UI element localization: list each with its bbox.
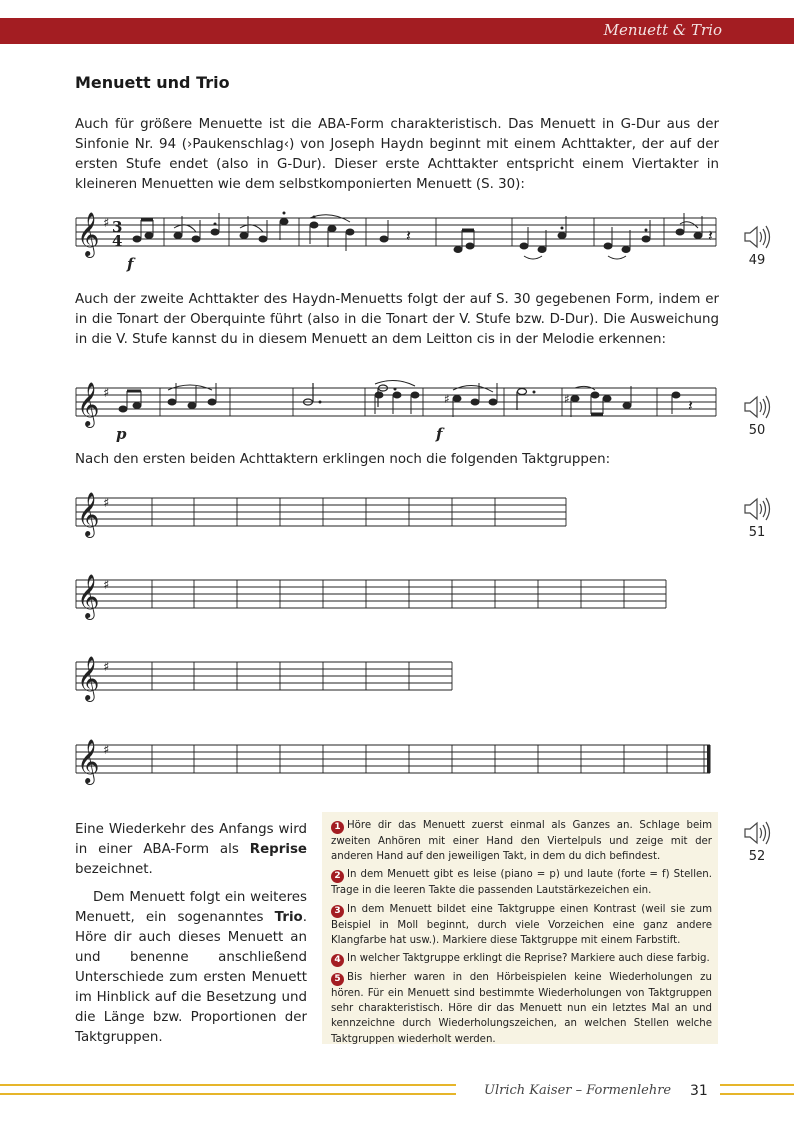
task-number-badge: 1 [331,821,344,834]
audio-track-number: 51 [748,525,766,540]
svg-text:♯: ♯ [103,660,110,675]
final-barline [707,745,711,773]
speaker-icon [742,820,772,846]
footer-rule-left [0,1093,456,1095]
audio-track-49[interactable] [741,224,773,268]
svg-text:♯: ♯ [103,386,110,401]
dynamic-piano: p [116,425,127,443]
trio-paragraph: Dem Menuett folgt ein weiteres Menuett, ein sogenanntes Trio. Höre dir auch dieses Menuett an und benenne anschließend Unterschiede zum ersten Menuett im Hinblick auf die Besetzung und die Länge bzw. Proportionen der Taktgruppen. [75,890,307,1045]
audio-track-50[interactable] [741,394,773,438]
task-box [322,812,718,1044]
empty-staff-2 [72,572,722,622]
time-signature-top: 3 [112,218,123,236]
task-item: 5 Bis hierher waren in den Hörbeispielen keine Wiederholungen zu hören. Für ein Menuett sind bestimmte Wiederholungen von Taktgruppen sehr charakteristisch. Höre dir das Menuett nun ein letztes Mal an und kennzeichne durch Wiederholungszeichen, an welchen Stellen welche Taktgruppen wiederholt werden. [331,972,712,1045]
running-title: Menuett & Trio [603,21,722,39]
section-heading: Menuett und Trio [75,73,230,92]
task-item: 4 In welcher Taktgruppe erklingt die Reprise? Markiere auch diese farbig. [331,951,712,967]
music-example-1 [72,208,722,278]
side-text [75,820,307,1048]
svg-text:𝄞: 𝄞 [77,656,100,700]
staves-caption: Nach den ersten beiden Achttaktern erklingen noch die folgenden Taktgruppen: [75,452,611,467]
audio-track-number: 50 [748,423,766,438]
task-number-badge: 4 [331,954,344,967]
svg-text:𝄽: 𝄽 [406,226,411,245]
intro-paragraph: Auch für größere Menuette ist die ABA-Form charakteristisch. Das Menuett in G-Dur aus der Sinfonie Nr. 94 (›Paukenschlag‹) von Joseph Haydn beginnt mit einem Achttakter, der auf der ersten Stufe endet (also in G-Dur). Dieser erste Achttakter entspricht einem Viertakter in kleineren Menuetten wie dem selbstkomponierten Menuett (S. 30): [75,117,719,192]
svg-text:♯: ♯ [103,578,110,593]
empty-staff-1 [72,490,722,540]
task-item: 1 Höre dir das Menuett zuerst einmal als Ganzes an. Schlage beim zweiten Anhören mit einer Hand den Viertelpuls und zeige mit der anderen Hand auf den jeweiligen Takt, in dem du dich befindest. [331,820,712,863]
svg-text:♯: ♯ [103,743,110,758]
task-item: 3 In dem Menuett bildet eine Taktgruppe einen Kontrast (weil sie zum Beispiel in Moll beginnt, durch viele Vorzeichen eine ganz andere Klangfarbe hat usw.). Markiere diese Taktgruppe mit einem Farbstift. [331,903,712,946]
svg-text:♯: ♯ [564,392,570,406]
task-number-badge: 3 [331,905,344,918]
audio-track-51[interactable] [741,496,773,540]
svg-text:𝄽: 𝄽 [708,226,713,245]
speaker-icon [742,394,772,420]
page-number: 31 [690,1083,708,1099]
svg-text:♯: ♯ [103,496,110,511]
empty-staff-3 [72,654,722,704]
svg-text:𝄞: 𝄞 [77,382,100,426]
key-signature-sharp: ♯ [103,216,110,231]
task-number-badge: 5 [331,973,344,986]
svg-text:𝄞: 𝄞 [77,492,100,536]
svg-text:𝄞: 𝄞 [77,739,100,783]
svg-text:♯: ♯ [444,392,450,406]
second-paragraph: Auch der zweite Achttakter des Haydn-Menuetts folgt der auf S. 30 gegebenen Form, indem er in die Tonart der Oberquinte führt (also in die Tonart der V. Stufe bzw. D-Dur). Die Ausweichung in die V. Stufe kannst du in diesem Menuett an dem Leitton cis in der Melodie erkennen: [75,292,719,347]
speaker-icon [742,224,772,250]
dynamic-forte: f [436,425,443,443]
speaker-icon [742,496,772,522]
music-example-2 [72,378,722,448]
footer-author: Ulrich Kaiser – Formenlehre [484,1083,672,1098]
time-signature-bottom: 4 [112,232,123,250]
audio-track-number: 52 [748,849,766,864]
treble-clef: 𝄞 [77,212,100,256]
task-item: 2 In dem Menuett gibt es leise (piano = p) und laute (forte = f) Stellen. Trage in die leeren Takte die passenden Lautstärkezeichen ein. [331,869,712,897]
task-number-badge: 2 [331,870,344,883]
footer-rule-left [0,1084,456,1086]
svg-text:𝄽: 𝄽 [688,396,693,415]
footer-rule-right [720,1093,794,1095]
reprise-paragraph: Eine Wiederkehr des Anfangs wird in einer ABA-Form als Reprise bezeichnet. [75,822,307,877]
footer-rule-right [720,1084,794,1086]
term-trio: Trio [274,910,303,925]
audio-track-number: 49 [748,253,766,268]
audio-track-52[interactable] [741,820,773,864]
empty-staff-4 [72,737,722,787]
svg-text:𝄞: 𝄞 [77,574,100,618]
dynamic-forte: f [127,255,134,273]
term-reprise: Reprise [249,842,307,857]
